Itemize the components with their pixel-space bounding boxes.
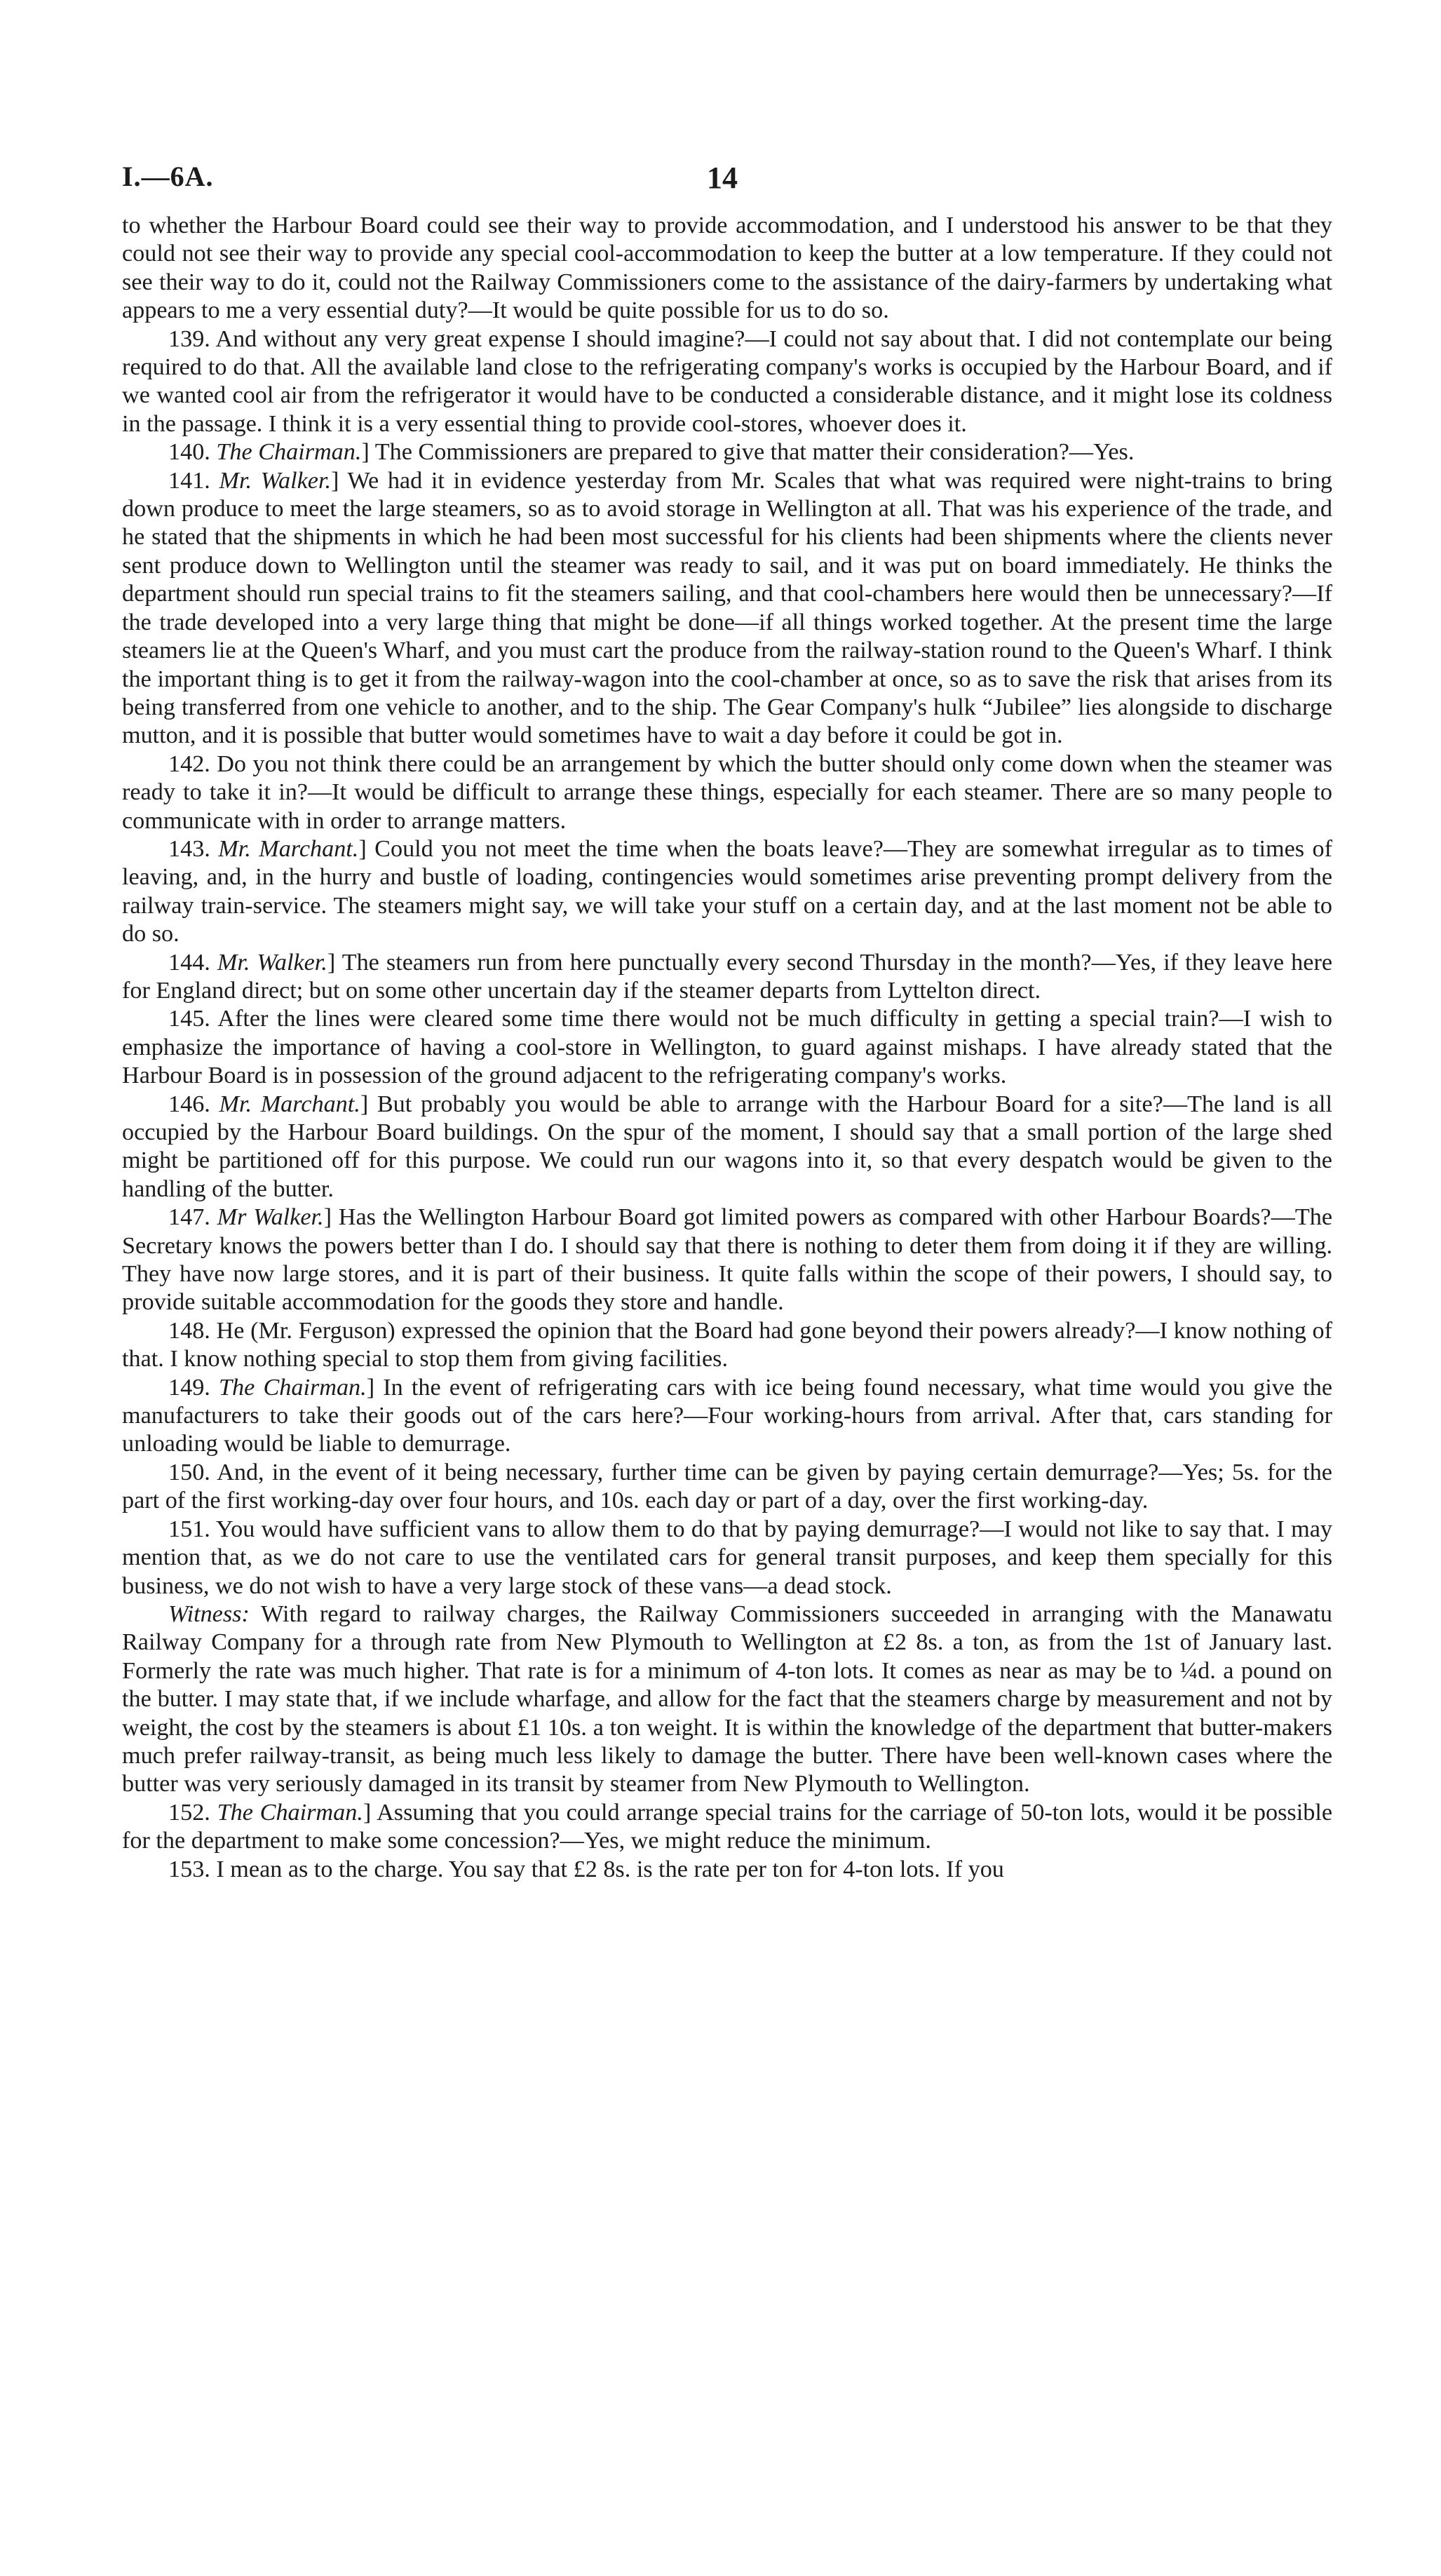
- paragraph-140: [122, 438, 1332, 466]
- page-header: [0, 160, 1441, 202]
- paragraph-text: ] We had it in evidence yesterday from Mr. Scales that what was required were night-trains to bring down produce to meet the large steamers, so as to avoid storage in Wellington at all. That was his experience of the trade, and he stated that the shipments in which he had been most successful for his clients had been shipments where the clients never sent produce down to Wellington until the steamer was ready to sail, and it was put on board immediately. He thinks the department should run special trains to fit the steamers sailing, and that cool-chambers here would then be unnecessary?—If the trade developed into a very large thing that might be done—if all things worked together. At the present time the large steamers lie at the Queen's Wharf, and you must cart the produce from the railway-station round to the Queen's Wharf. I think the important thing is to get it from the railway-wagon into the cool-chamber at once, so as to save the risk that arises from its being transferred from one vehicle to another, and to the ship. The Gear Company's hulk “Jubilee” lies alongside to discharge mutton, and it is possible that butter would sometimes have to wait a day before it could be got in.: [122, 467, 1333, 749]
- paragraph-text: ] But probably you would be able to arrange with the Harbour Board for a site?—The land is all occupied by the Harbour Board buildings. On the spur of the moment, I should say that a small portion of the large shed might be partitioned off for this purpose. We could run our wagons into it, so that every despatch would be given to the handling of the butter.: [122, 1091, 1333, 1202]
- paragraph-text: I mean as to the charge. You say that £2 8s. is the rate per ton for 4-ton lots. If you: [216, 1856, 1004, 1882]
- paragraph-text: ] Could you not meet the time when the boats leave?—They are somewhat irregular as to times of leaving, and, in the hurry and bustle of loading, contingencies would sometimes arise preventing prompt delivery from the railway train-service. The steamers might say, we will take your stuff on a certain day, and at the last moment not be able to do so.: [122, 835, 1332, 948]
- question-number: 139.: [168, 325, 216, 352]
- speaker-name: The Chairman.: [216, 439, 362, 466]
- speaker-name: Mr. Marchant.: [218, 835, 359, 862]
- question-number: 153.: [168, 1856, 217, 1882]
- speaker-name: The Chairman.: [219, 1374, 367, 1401]
- paragraph-witness-statement: [122, 1600, 1332, 1799]
- paragraph-150: [122, 1459, 1332, 1516]
- paragraph-153: [122, 1856, 1332, 1884]
- page-number: 14: [707, 161, 738, 195]
- paragraph-147: [122, 1203, 1332, 1317]
- paragraph-149: [122, 1374, 1332, 1459]
- speaker-name: The Chairman.: [217, 1799, 363, 1826]
- paragraph-142: [122, 750, 1332, 835]
- paragraph-text: After the lines were cleared some time there would not be much difficulty in getting a special train?—I wish to emphasize the importance of having a cool-store in Wellington, to guard against mishaps. I have already stated that the Harbour Board is in possession of the ground adjacent to the refrigerating company's works.: [122, 1006, 1332, 1089]
- paragraph-152: [122, 1799, 1332, 1856]
- question-number: 143.: [168, 835, 219, 862]
- paragraph-139: [122, 325, 1332, 439]
- question-number: 142.: [168, 750, 217, 777]
- paragraph-text: Do you not think there could be an arrangement by which the butter should only come down when the steamer was ready to take it in?—It would be difficult to arrange these things, especially for each steamer. There are so many people to communicate with in order to arrange matters.: [122, 750, 1332, 834]
- document-reference: I.—6A.: [122, 161, 214, 192]
- paragraph-text: ] Assuming that you could arrange special trains for the carriage of 50-ton lots, would it be possible for the department to make some concession?—Yes, we might reduce the minimum.: [122, 1799, 1332, 1854]
- page-body: [122, 212, 1332, 1884]
- paragraph-text: With regard to railway charges, the Railway Commissioners succeeded in arranging with the Manawatu Railway Company for a through rate from New Plymouth to Wellington at £2 8s. a ton, as from the 1st of January last. Formerly the rate was much higher. That rate is for a minimum of 4-ton lots. It comes as near as may be to ¼d. a pound on the butter. I may state that, if we include wharfage, and allow for the fact that the steamers charge by measurement and not by weight, the cost by the steamers is about £1 10s. a ton weight. It is within the knowledge of the department that butter-makers much prefer railway-transit, as being much less likely to damage the butter. There have been well-known cases where the butter was very seriously damaged in its transit by steamer from New Plymouth to Wellington.: [122, 1600, 1332, 1798]
- paragraph-text: ] The Commissioners are prepared to give that matter their consideration?—Yes.: [361, 439, 1135, 466]
- paragraph-145: [122, 1005, 1332, 1090]
- question-number: 146.: [168, 1091, 219, 1117]
- paragraph-text: ] The steamers run from here punctually every second Thursday in the month?—Yes, if they leave here for England direct; but on some other uncertain day if the steamer departs from Lyttelton direct.: [122, 949, 1333, 1004]
- paragraph-text: to whether the Harbour Board could see their way to provide accommodation, and I understood his answer to be that they could not see their way to provide any special cool-accommodation to keep the butter at a low temperature. If they could not see their way to do it, could not the Railway Commissioners come to the assistance of the dairy-farmers by undertaking what appears to me a very essential duty?—It would be quite possible for us to do so.: [122, 213, 1332, 324]
- question-number: 140.: [168, 439, 217, 466]
- paragraph-151: [122, 1516, 1332, 1600]
- question-number: 152.: [168, 1799, 217, 1826]
- paragraph-text: He (Mr. Ferguson) expressed the opinion that the Board had gone beyond their powers already?—I know nothing of that. I know nothing special to stop them from giving facilities.: [122, 1317, 1333, 1373]
- question-number: 141.: [168, 467, 219, 494]
- question-number: 148.: [168, 1317, 217, 1344]
- paragraph-144: [122, 949, 1332, 1006]
- speaker-name: Mr. Walker.: [219, 467, 332, 494]
- paragraph-text: And without any very great expense I should imagine?—I could not say about that. I did not contemplate our being required to do that. All the available land close to the refrigerating company's works is occupied by the Harbour Board, and if we wanted cool air from the refrigerator it would have to be conducted a considerable distance, and it might lose its coldness in the passage. I think it is a very essential thing to provide cool-stores, whoever does it.: [122, 325, 1333, 437]
- paragraph-148: [122, 1317, 1332, 1374]
- speaker-name: Mr. Marchant.: [219, 1091, 360, 1117]
- question-number: 149.: [168, 1374, 219, 1401]
- question-number: 151.: [168, 1516, 216, 1542]
- paragraph-text: You would have sufficient vans to allow them to do that by paying demurrage?—I would not like to say that. I may mention that, as we do not care to use the ventilated cars for general transit purposes, and keep them specially for this business, we do not wish to have a very large stock of these vans—a dead stock.: [122, 1516, 1332, 1599]
- paragraph-141: [122, 467, 1332, 750]
- paragraph-text: ] In the event of refrigerating cars with ice being found necessary, what time would you give the manufacturers to take their goods out of the cars here?—Four working-hours from arrival. After that, cars standing for unloading would be liable to demurrage.: [122, 1374, 1333, 1457]
- question-number: 147.: [168, 1204, 217, 1231]
- paragraph-text: ] Has the Wellington Harbour Board got limited powers as compared with other Harbour Boards?—The Secretary knows the powers better than I do. I should say that there is nothing to deter them from doing it if they are willing. They have now large stores, and it is part of their business. It quite falls within the scope of their powers, I should say, to provide suitable accommodation for the goods they store and handle.: [122, 1204, 1333, 1316]
- question-number: 150.: [168, 1459, 217, 1485]
- question-number: 145.: [168, 1006, 218, 1032]
- paragraph-146: [122, 1091, 1332, 1204]
- question-number: 144.: [168, 949, 217, 976]
- speaker-name: Mr Walker.: [217, 1204, 324, 1231]
- speaker-name: Mr. Walker.: [217, 949, 327, 976]
- paragraph-continuation: [122, 212, 1332, 325]
- paragraph-143: [122, 835, 1332, 949]
- witness-label: Witness:: [168, 1600, 250, 1627]
- paragraph-text: And, in the event of it being necessary, further time can be given by paying certain demurrage?—Yes; 5s. for the part of the first working-day over four hours, and 10s. each day or part of a day, over the first working-day.: [122, 1459, 1332, 1514]
